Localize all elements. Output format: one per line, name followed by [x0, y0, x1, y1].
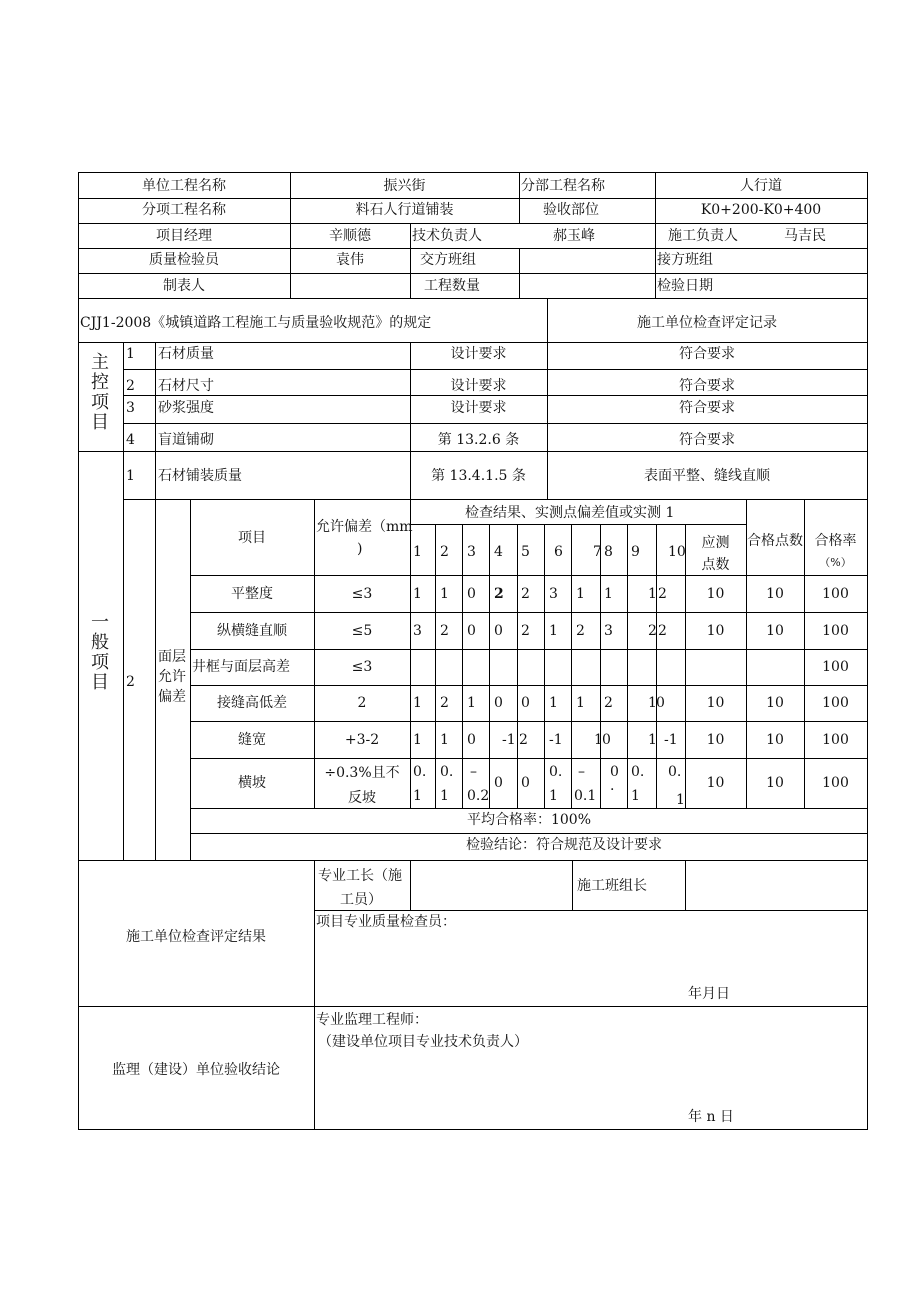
team-leader-label: 施工班组长 — [577, 878, 647, 894]
th-passed: 合格点数 — [747, 533, 803, 549]
value-project-manager: 辛顺德 — [329, 228, 371, 244]
general-items-label: 一 般 项 目 — [91, 612, 109, 693]
th-rate: 合格率 — [814, 533, 857, 549]
supervision-result-label: 监理（建设）单位验收结论 — [112, 1062, 280, 1078]
th-item: 项目 — [238, 530, 266, 546]
value-division-project: 人行道 — [740, 178, 782, 194]
th-tolerance: 允许偏差（mm — [316, 519, 413, 535]
record-title: 施工单位检查评定记录 — [637, 315, 777, 331]
supervision-engineer-label: 专业监理工程师： — [316, 1012, 428, 1028]
label-inspection-location: 验收部位 — [543, 202, 599, 218]
label-quality-inspector: 质量检验员 — [149, 252, 219, 268]
th-measured: 应测 — [701, 535, 730, 551]
label-handover-team: 交方班组 — [420, 252, 476, 268]
value-quality-inspector: 袁伟 — [336, 252, 364, 268]
value-unit-project: 振兴街 — [383, 178, 426, 194]
inspection-conclusion: 检验结论：符合规范及设计要求 — [466, 837, 662, 853]
label-quantity: 工程数量 — [424, 278, 480, 294]
average-pass-rate: 平均合格率：100% — [466, 812, 592, 828]
label-unit-project: 单位工程名称 — [142, 178, 226, 194]
standard-title: CJJ1-2008《城镇道路工程施工与质量验收规范》的规定 — [80, 315, 432, 331]
construction-result-label: 施工单位检查评定结果 — [126, 929, 266, 945]
label-form-maker: 制表人 — [163, 278, 205, 294]
main-control-label: 主 控 项 目 — [91, 352, 109, 433]
label-receiving-team: 接方班组 — [657, 252, 713, 268]
th-tolerance-close: ) — [357, 541, 363, 557]
general-row-2-no: 2 — [126, 674, 135, 690]
label-project-manager: 项目经理 — [156, 228, 212, 244]
quality-inspector-label: 项目专业质量检查员： — [316, 914, 456, 930]
value-inspection-location: K0+200-K0+400 — [700, 202, 822, 218]
construction-date: 年月日 — [688, 986, 730, 1002]
th-rate-2: （%） — [819, 556, 852, 569]
th-results-title: 检查结果、实测点偏差值或实测 1 — [465, 505, 675, 521]
th-measured-2: 点数 — [701, 557, 730, 573]
value-subitem-project: 料石人行道铺装 — [355, 202, 454, 218]
foreman-label-2: 工员） — [340, 892, 382, 908]
owner-tech-lead-label: （建设单位项目专业技术负责人） — [318, 1034, 528, 1050]
surface-tolerance-label: 面层 允许 偏差 — [158, 649, 186, 705]
value-construction-lead: 马吉民 — [784, 228, 826, 244]
label-inspection-date: 检验日期 — [657, 278, 713, 294]
label-construction-lead: 施工负责人 — [668, 228, 738, 244]
label-subitem-project: 分项工程名称 — [142, 202, 226, 218]
supervision-date: 年 n 日 — [688, 1109, 734, 1125]
value-technical-lead: 郝玉峰 — [553, 228, 595, 244]
label-division-project: 分部工程名称 — [521, 178, 605, 194]
label-technical-lead: 技术负责人 — [412, 228, 482, 244]
foreman-label: 专业工长（施 — [318, 868, 402, 884]
